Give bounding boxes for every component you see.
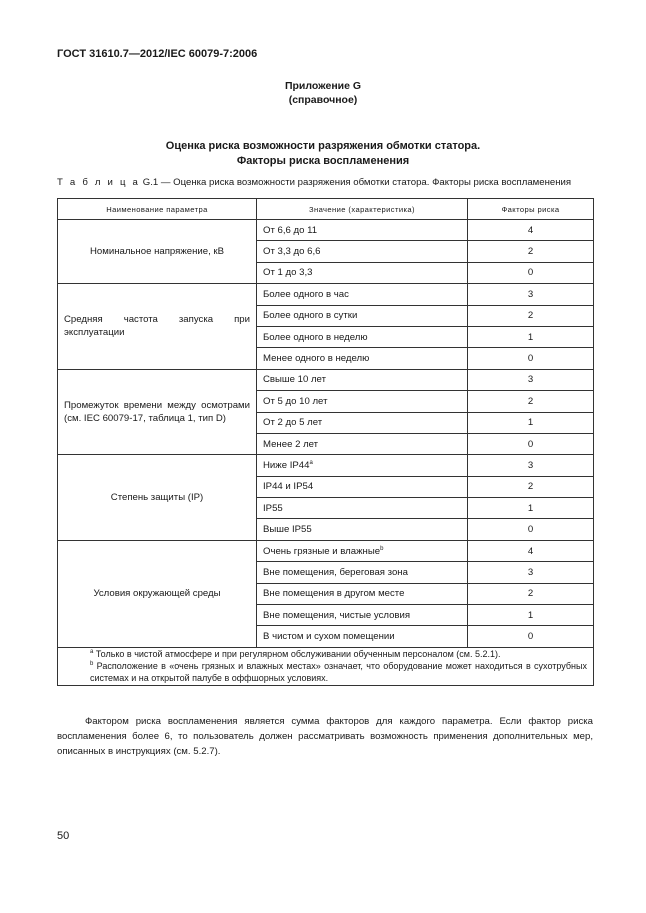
- value-cell: От 1 до 3,3: [257, 262, 468, 283]
- factor-cell: 2: [468, 241, 594, 262]
- factor-cell: 4: [468, 540, 594, 561]
- factor-cell: 2: [468, 583, 594, 604]
- footnotes-cell: [58, 647, 594, 685]
- value-cell: Вне помещения, чистые условия: [257, 605, 468, 626]
- parameter-cell: Условия окружающей среды: [58, 540, 257, 647]
- footnote-a-text: Только в чистой атмосфере и при регулярном обслуживании обученным персоналом (см. 5.2.1).: [93, 648, 501, 659]
- parameter-cell: Номинальное напряжение, кВ: [58, 220, 257, 284]
- column-header-factor: Факторы риска: [468, 199, 594, 220]
- parameter-cell: Средняя частота запуска при эксплуатации: [58, 284, 257, 370]
- factor-cell: 0: [468, 626, 594, 647]
- value-cell: От 3,3 до 6,6: [257, 241, 468, 262]
- annex-heading: [0, 79, 646, 107]
- document-header: ГОСТ 31610.7—2012/IEC 60079-7:2006: [57, 48, 258, 60]
- parameter-cell: Промежуток времени между осмотрами (см. IEC 60079-17, таблица 1, тип D): [58, 369, 257, 455]
- factor-cell: 0: [468, 262, 594, 283]
- factor-cell: 4: [468, 220, 594, 241]
- factor-cell: 3: [468, 369, 594, 390]
- table-row: [58, 369, 594, 390]
- table-row: [58, 540, 594, 561]
- factor-cell: 2: [468, 476, 594, 497]
- value-cell: [257, 540, 468, 561]
- section-title: [0, 139, 646, 169]
- section-title-line2: Факторы риска воспламенения: [236, 155, 410, 167]
- value-cell: IP55: [257, 498, 468, 519]
- factor-cell: 2: [468, 305, 594, 326]
- annex-subtitle: (справочное): [288, 94, 358, 106]
- value-cell: От 5 до 10 лет: [257, 391, 468, 412]
- value-text: Ниже IP44: [263, 459, 310, 471]
- factor-cell: 3: [468, 455, 594, 476]
- value-cell: Более одного в сутки: [257, 305, 468, 326]
- table-row: [58, 455, 594, 476]
- footnotes-row: [58, 647, 594, 685]
- factor-cell: 0: [468, 519, 594, 540]
- factor-cell: 0: [468, 433, 594, 454]
- table-header-row: [58, 199, 594, 220]
- annex-title: Приложение G: [284, 80, 362, 92]
- value-cell: Более одного в неделю: [257, 326, 468, 347]
- value-cell: Свыше 10 лет: [257, 369, 468, 390]
- footnote-b-text: Расположение в «очень грязных и влажных местах» означает, что оборудование может находиться в сухотрубных системах и на открытой палубе в оффшорных условиях.: [90, 661, 587, 684]
- footnote-a-mark: a: [90, 648, 94, 655]
- factor-cell: 1: [468, 412, 594, 433]
- value-cell: От 6,6 до 11: [257, 220, 468, 241]
- value-cell: Менее 2 лет: [257, 433, 468, 454]
- column-header-value: Значение (характеристика): [257, 199, 468, 220]
- footnote-b-mark: b: [90, 661, 94, 668]
- footnote-ref-b: b: [380, 545, 384, 552]
- footnote-a: [64, 648, 587, 660]
- factor-cell: 2: [468, 391, 594, 412]
- risk-factor-table: [57, 198, 594, 686]
- table-row: [58, 220, 594, 241]
- value-cell: Более одного в час: [257, 284, 468, 305]
- value-cell: Вне помещения, береговая зона: [257, 562, 468, 583]
- value-cell: [257, 455, 468, 476]
- parameter-cell: Степень защиты (IP): [58, 455, 257, 541]
- value-cell: Вне помещения в другом месте: [257, 583, 468, 604]
- factor-cell: 0: [468, 348, 594, 369]
- value-cell: Выше IP55: [257, 519, 468, 540]
- factor-cell: 1: [468, 498, 594, 519]
- factor-cell: 3: [468, 284, 594, 305]
- value-cell: В чистом и сухом помещении: [257, 626, 468, 647]
- body-paragraph: Фактором риска воспламенения является сумма факторов для каждого параметра. Если фактор риска воспламенения более 6, то пользователь должен рассматривать возможность применения дополнительных мер, описанных в инструкциях (см. 5.2.7).: [57, 716, 593, 757]
- factor-cell: 3: [468, 562, 594, 583]
- factor-cell: 1: [468, 605, 594, 626]
- value-text: Очень грязные и влажные: [263, 545, 381, 557]
- table-row: [58, 284, 594, 305]
- table-caption-label: Т а б л и ц а: [57, 177, 141, 188]
- factor-cell: 1: [468, 326, 594, 347]
- footnote-ref-a: a: [309, 459, 313, 466]
- value-cell: Менее одного в неделю: [257, 348, 468, 369]
- page-number: 50: [57, 830, 70, 842]
- value-cell: IP44 и IP54: [257, 476, 468, 497]
- section-title-line1: Оценка риска возможности разряжения обмотки статора.: [165, 140, 481, 152]
- table-caption-text: G.1 — Оценка риска возможности разряжения обмотки статора. Факторы риска воспламенения: [140, 177, 572, 188]
- footnote-b: [64, 660, 587, 685]
- value-cell: От 2 до 5 лет: [257, 412, 468, 433]
- table-caption: [57, 177, 571, 188]
- column-header-parameter: Наименование параметра: [58, 199, 257, 220]
